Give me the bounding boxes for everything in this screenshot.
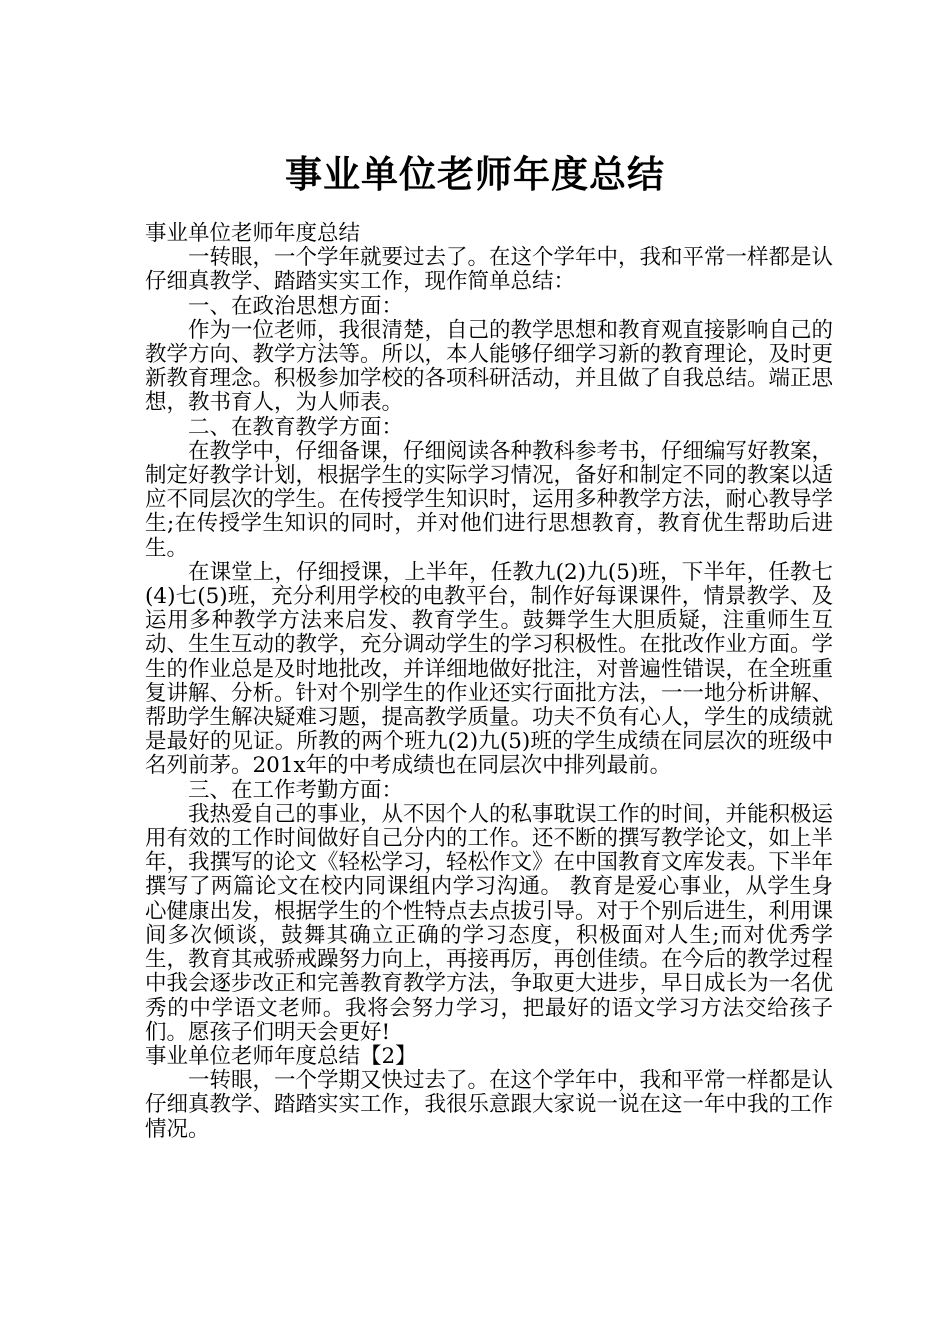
paragraph-subtitle-2: 事业单位老师年度总结【2】 [145, 1043, 417, 1069]
section-heading-politics: 一、在政治思想方面： [188, 293, 404, 319]
paragraph-subtitle: 事业单位老师年度总结 [145, 221, 361, 246]
paragraph-teaching: 在教学中，仔细备课，仔细阅读各种教科参考书，仔细编写好教案，制定好教学计划，根据学生的实际学习情况，备好和制定不同的教案以适应不同层次的学生。在传授学生知识时，运用多种教学方法，耐心教导学生;在传授学生知识的同时，并对他们进行思想教育，教育优生帮助后进生。 [145, 438, 834, 561]
document-body [145, 222, 833, 1142]
section-heading-teaching: 二、在教育教学方面： [188, 414, 404, 440]
paragraph-intro-2: 一转眼，一个学期又快过去了。在这个学年中，我和平常一样都是认仔细真教学、踏踏实实工作，我很乐意跟大家说一说在这一年中我的工作情况。 [145, 1068, 834, 1142]
paragraph-politics: 作为一位老师，我很清楚，自己的教学思想和教育观直接影响自己的教学方向、教学方法等。所以，本人能够仔细学习新的教育理论，及时更新教育理念。积极参加学校的各项科研活动，并且做了自我总结。端正思想，教书育人，为人师表。 [145, 317, 834, 416]
paragraph-intro: 一转眼，一个学年就要过去了。在这个学年中，我和平常一样都是认仔细真教学、踏踏实实工作，现作简单总结： [145, 245, 834, 295]
paragraph-attendance: 我热爱自己的事业，从不因个人的私事耽误工作的时间，并能积极运用有效的工作时间做好自己分内的工作。还不断的撰写教学论文，如上半年，我撰写的论文《轻松学习，轻松作文》在中国教育文库发表。下半年撰写了两篇论文在校内同课组内学习沟通。 教育是爱心事业，从学生身心健康出发，根据学生的个性特点去点拔引导。对于个别后进生，利用课间多次倾谈，鼓舞其确立正确的学习态度，积极面对人生;而对优秀学生，教育其戒骄戒躁努力向上，再接再厉，再创佳绩。在今后的教学过程中我会逐步改正和完善教育教学方法，争取更大进步，早日成长为一名优秀的中学语文老师。我将会努力学习，把最好的语文学习方法交给孩子们。愿孩子们明天会更好! [145, 801, 834, 1045]
document-title: 事业单位老师年度总结 [285, 152, 665, 196]
section-heading-attendance: 三、在工作考勤方面： [188, 777, 404, 803]
paragraph-classroom: 在课堂上，仔细授课，上半年，任教九(2)九(5)班，下半年，任教七(4)七(5)班，充分利用学校的电教平台，制作好每课课件，情景教学、及运用多种教学方法来启发、教育学生。鼓舞学生大胆质疑，注重师生互动、生生互动的教学，充分调动学生的学习积极性。在批改作业方面。学生的作业总是及时地批改，并详细地做好批注，对普遍性错误，在全班重复讲解、分析。针对个别学生的作业还实行面批方法，一一地分析讲解、帮助学生解决疑难习题，提高教学质量。功夫不负有心人，学生的成绩就是最好的见证。所教的两个班九(2)九(5)班的学生成绩在同层次的班级中名列前茅。201x年的中考成绩也在同层次中排列最前。 [145, 559, 834, 779]
